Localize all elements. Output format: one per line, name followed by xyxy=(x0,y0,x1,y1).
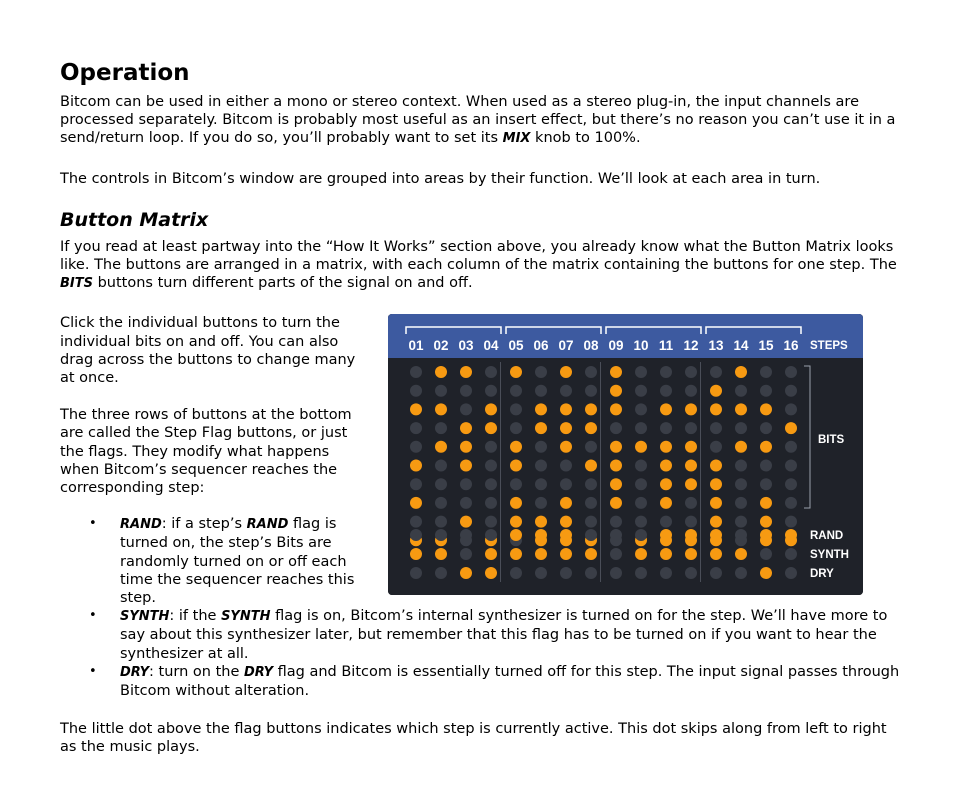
bits-row-9-led xyxy=(660,516,672,528)
bits-row-1-led xyxy=(635,366,647,378)
bits-row-2-led xyxy=(610,385,622,397)
bits-row-7-led xyxy=(685,479,697,491)
bits-row-5-led xyxy=(660,441,672,453)
bits-row-4-led xyxy=(760,423,772,435)
keyword-bits: BITS xyxy=(60,276,93,292)
paragraph-step-flags: The three rows of buttons at the bottom are called the Step Flag buttons, or just the flags. They modify what happens when Bitcom’s sequencer reaches the corresponding step: xyxy=(60,407,352,497)
bits-row-1-led xyxy=(685,366,697,378)
bits-row-6-led xyxy=(710,460,722,472)
bits-row-9-led xyxy=(485,516,497,528)
bits-row-6-led xyxy=(610,460,622,472)
bits-row-1-led xyxy=(610,366,622,378)
synth-row-led xyxy=(585,548,597,560)
matrix-section xyxy=(60,314,900,700)
list-item-synth: • SYNTH: if the SYNTH flag is on, Bitcom’s internal synthesizer is turned on for the step. We’ll have more to say about this synthesizer later, but remember that this flag has to be turned on if you want to hear the synthesizer at all. xyxy=(89,608,888,662)
bits-row-2-led xyxy=(460,385,472,397)
bits-row-8-led xyxy=(535,497,547,509)
bits-row-2-led xyxy=(410,385,422,397)
bits-row-6-led xyxy=(635,460,647,472)
bits-row-2-led xyxy=(660,385,672,397)
rand-row-led xyxy=(610,529,622,541)
document-page xyxy=(60,58,900,757)
bits-row-1-led xyxy=(460,366,472,378)
bits-row-8-led xyxy=(560,497,572,509)
bits-row-4-led xyxy=(710,423,722,435)
dry-row-led xyxy=(685,567,697,579)
rand-row-led xyxy=(760,529,772,541)
bits-row-6-led xyxy=(535,460,547,472)
bits-row-3-led xyxy=(585,404,597,416)
bits-row-9-led xyxy=(435,516,447,528)
bits-row-6-led xyxy=(510,460,522,472)
heading-operation: Operation xyxy=(60,60,190,86)
bits-row-6-led xyxy=(435,460,447,472)
dry-row-led xyxy=(635,567,647,579)
bits-row-5-led xyxy=(485,441,497,453)
bits-row-3-led xyxy=(710,404,722,416)
synth-row-led xyxy=(560,548,572,560)
bits-row-4-led xyxy=(460,423,472,435)
bits-row-9-led xyxy=(410,516,422,528)
step-number-08: 08 xyxy=(583,338,599,354)
paragraph-controls: The controls in Bitcom’s window are grouped into areas by their function. We’ll look at each area in turn. xyxy=(60,170,821,187)
bits-row-9-led xyxy=(585,516,597,528)
bits-row-4-led xyxy=(685,423,697,435)
bits-row-1-led xyxy=(535,366,547,378)
list-item-dry: • DRY: turn on the DRY flag and Bitcom is essentially turned off for this step. The input signal passes through Bitcom without alteration. xyxy=(89,663,900,700)
label-steps: STEPS xyxy=(810,340,848,353)
bits-row-9-led xyxy=(685,516,697,528)
rand-row-led xyxy=(660,529,672,541)
bits-row-1-led xyxy=(435,366,447,378)
bits-row-5-led xyxy=(410,441,422,453)
dry-row-led xyxy=(710,567,722,579)
bits-row-7-led xyxy=(635,479,647,491)
bits-row-9-led xyxy=(735,516,747,528)
bits-row-3-led xyxy=(610,404,622,416)
bits-row-3-led xyxy=(460,404,472,416)
bits-row-4-led xyxy=(785,423,797,435)
label-dry: DRY xyxy=(810,568,834,581)
bits-row-3-led xyxy=(535,404,547,416)
list-item-rand: • RAND: if a step’s RAND flag is turned on, the step’s Bits are randomly turned on or off each time the sequencer reaches this step. xyxy=(89,516,355,607)
bits-row-5-led xyxy=(785,441,797,453)
bits-row-2-led xyxy=(510,385,522,397)
rand-row-led xyxy=(560,529,572,541)
step-number-10: 10 xyxy=(633,338,649,354)
synth-row-led xyxy=(785,548,797,560)
bits-row-8-led xyxy=(510,497,522,509)
paragraph-click-buttons: Click the individual buttons to turn the individual bits on and off. You can also drag across the buttons to change many at once. xyxy=(60,315,356,387)
rand-row-led xyxy=(535,529,547,541)
bits-row-8-led xyxy=(735,497,747,509)
bits-row-4-led xyxy=(735,423,747,435)
bits-row-2-led xyxy=(435,385,447,397)
step-number-11: 11 xyxy=(658,338,674,354)
dry-row-led xyxy=(560,567,572,579)
bits-row-6-led xyxy=(460,460,472,472)
bits-row-3-led xyxy=(785,404,797,416)
bits-row-6-led xyxy=(560,460,572,472)
bits-row-5-led xyxy=(460,441,472,453)
bits-row-4-led xyxy=(585,423,597,435)
step-number-01: 01 xyxy=(408,338,424,354)
bits-row-5-led xyxy=(585,441,597,453)
bits-row-3-led xyxy=(635,404,647,416)
bits-row-7-led xyxy=(560,479,572,491)
button-matrix-image xyxy=(388,314,863,595)
rand-row-led xyxy=(435,529,447,541)
step-number-07: 07 xyxy=(558,338,574,354)
bits-row-5-led xyxy=(635,441,647,453)
bits-row-9-led xyxy=(610,516,622,528)
bits-row-1-led xyxy=(510,366,522,378)
bits-row-1-led xyxy=(710,366,722,378)
bits-row-3-led xyxy=(735,404,747,416)
dry-row-led xyxy=(410,567,422,579)
bits-row-4-led xyxy=(660,423,672,435)
bits-row-8-led xyxy=(410,497,422,509)
bits-row-4-led xyxy=(560,423,572,435)
bits-row-5-led xyxy=(435,441,447,453)
rand-row-led xyxy=(485,529,497,541)
synth-row-led xyxy=(760,548,772,560)
step-number-05: 05 xyxy=(508,338,524,354)
bits-row-4-led xyxy=(485,423,497,435)
synth-row-led xyxy=(635,548,647,560)
bits-row-2-led xyxy=(710,385,722,397)
bits-row-7-led xyxy=(510,479,522,491)
rand-row-led xyxy=(635,529,647,541)
bits-row-3-led xyxy=(485,404,497,416)
rand-row-led xyxy=(785,529,797,541)
bits-row-2-led xyxy=(635,385,647,397)
bits-row-5-led xyxy=(735,441,747,453)
bits-row-6-led xyxy=(660,460,672,472)
bits-row-1-led xyxy=(735,366,747,378)
step-number-13: 13 xyxy=(708,338,724,354)
bits-row-2-led xyxy=(585,385,597,397)
dry-row-led xyxy=(535,567,547,579)
bits-row-4-led xyxy=(410,423,422,435)
bits-row-7-led xyxy=(585,479,597,491)
bits-row-6-led xyxy=(485,460,497,472)
rand-row-led xyxy=(585,529,597,541)
bits-row-2-led xyxy=(735,385,747,397)
step-number-09: 09 xyxy=(608,338,624,354)
bits-row-5-led xyxy=(560,441,572,453)
step-number-04: 04 xyxy=(483,338,499,354)
bits-row-9-led xyxy=(460,516,472,528)
synth-row-led xyxy=(660,548,672,560)
dry-row-led xyxy=(660,567,672,579)
synth-row-led xyxy=(710,548,722,560)
bits-row-5-led xyxy=(760,441,772,453)
bits-row-9-led xyxy=(560,516,572,528)
synth-row-led xyxy=(460,548,472,560)
synth-row-led xyxy=(485,548,497,560)
bits-row-6-led xyxy=(585,460,597,472)
dry-row-led xyxy=(785,567,797,579)
synth-row-led xyxy=(685,548,697,560)
rand-row-led xyxy=(460,529,472,541)
bits-row-8-led xyxy=(685,497,697,509)
step-number-06: 06 xyxy=(533,338,549,354)
bits-row-9-led xyxy=(710,516,722,528)
bits-row-3-led xyxy=(660,404,672,416)
bits-row-3-led xyxy=(435,404,447,416)
bits-row-7-led xyxy=(785,479,797,491)
dry-row-led xyxy=(735,567,747,579)
bits-row-6-led xyxy=(410,460,422,472)
paragraph-active-dot: The little dot above the flag buttons indicates which step is currently active. This dot skips along from left to right as the music plays. xyxy=(60,721,887,756)
synth-row-led xyxy=(435,548,447,560)
step-number-02: 02 xyxy=(433,338,449,354)
bits-row-4-led xyxy=(435,423,447,435)
bits-row-4-led xyxy=(535,423,547,435)
bits-row-8-led xyxy=(710,497,722,509)
bits-row-5-led xyxy=(710,441,722,453)
bits-row-1-led xyxy=(560,366,572,378)
bits-row-2-led xyxy=(560,385,572,397)
bits-row-7-led xyxy=(760,479,772,491)
bits-row-7-led xyxy=(535,479,547,491)
bits-row-7-led xyxy=(660,479,672,491)
bits-row-1-led xyxy=(785,366,797,378)
bits-row-5-led xyxy=(510,441,522,453)
dry-row-led xyxy=(610,567,622,579)
bits-row-1-led xyxy=(660,366,672,378)
bits-row-4-led xyxy=(635,423,647,435)
bits-row-7-led xyxy=(610,479,622,491)
bits-row-8-led xyxy=(785,497,797,509)
bits-row-8-led xyxy=(585,497,597,509)
synth-row-led xyxy=(535,548,547,560)
paragraph-operation-intro: Bitcom can be used in either a mono or stereo context. When used as a stereo plug-in, the input channels are processed separately. Bitcom is probably most useful as an insert effect, but there’s no reason you can’t use it in a send/return loop. If you do so, you’ll probably want to set its MIX knob to 100%. xyxy=(60,94,896,147)
step-number-15: 15 xyxy=(758,338,774,354)
dry-row-led xyxy=(485,567,497,579)
rand-row-led xyxy=(735,529,747,541)
rand-row-led xyxy=(410,529,422,541)
dry-row-led xyxy=(585,567,597,579)
bits-row-7-led xyxy=(435,479,447,491)
rand-row-led xyxy=(510,529,522,541)
bits-row-7-led xyxy=(485,479,497,491)
bits-row-3-led xyxy=(410,404,422,416)
keyword-mix: MIX xyxy=(502,131,531,147)
bits-row-8-led xyxy=(435,497,447,509)
bits-row-5-led xyxy=(610,441,622,453)
label-rand: RAND xyxy=(810,530,844,543)
bits-row-4-led xyxy=(510,423,522,435)
paragraph-matrix-intro: If you read at least partway into the “How It Works” section above, you already know what the Button Matrix looks like. The buttons are arranged in a matrix, with each column of the matrix containing the buttons for one step. The BITS buttons turn different parts of the signal on and off. xyxy=(60,238,897,292)
bits-row-1-led xyxy=(410,366,422,378)
bits-row-5-led xyxy=(535,441,547,453)
bits-row-5-led xyxy=(685,441,697,453)
bits-row-3-led xyxy=(560,404,572,416)
dry-row-led xyxy=(760,567,772,579)
synth-row-led xyxy=(735,548,747,560)
bits-row-2-led xyxy=(485,385,497,397)
bits-row-9-led xyxy=(535,516,547,528)
rand-row-led xyxy=(710,529,722,541)
bits-row-4-led xyxy=(610,423,622,435)
dry-row-led xyxy=(435,567,447,579)
step-number-14: 14 xyxy=(733,338,749,354)
bits-row-8-led xyxy=(610,497,622,509)
bits-row-8-led xyxy=(760,497,772,509)
bits-row-2-led xyxy=(760,385,772,397)
bits-row-7-led xyxy=(710,479,722,491)
bits-row-3-led xyxy=(760,404,772,416)
bits-row-1-led xyxy=(760,366,772,378)
bits-row-6-led xyxy=(735,460,747,472)
bits-row-1-led xyxy=(585,366,597,378)
bits-row-7-led xyxy=(460,479,472,491)
bits-row-6-led xyxy=(785,460,797,472)
label-synth: SYNTH xyxy=(810,549,849,562)
bits-row-8-led xyxy=(460,497,472,509)
synth-row-led xyxy=(410,548,422,560)
heading-button-matrix: Button Matrix xyxy=(60,208,209,231)
bits-row-7-led xyxy=(735,479,747,491)
step-number-03: 03 xyxy=(458,338,474,354)
synth-row-led xyxy=(610,548,622,560)
bits-row-3-led xyxy=(685,404,697,416)
bits-row-6-led xyxy=(685,460,697,472)
step-number-16: 16 xyxy=(783,338,799,354)
bits-row-2-led xyxy=(535,385,547,397)
dry-row-led xyxy=(460,567,472,579)
bits-row-2-led xyxy=(685,385,697,397)
bits-row-8-led xyxy=(485,497,497,509)
synth-row-led xyxy=(510,548,522,560)
dry-row-led xyxy=(510,567,522,579)
bits-row-9-led xyxy=(510,516,522,528)
bits-row-6-led xyxy=(760,460,772,472)
bits-row-9-led xyxy=(635,516,647,528)
bits-row-8-led xyxy=(660,497,672,509)
bits-row-2-led xyxy=(785,385,797,397)
label-bits: BITS xyxy=(818,434,845,447)
bits-row-7-led xyxy=(410,479,422,491)
bits-row-9-led xyxy=(760,516,772,528)
rand-row-led xyxy=(685,529,697,541)
bits-row-1-led xyxy=(485,366,497,378)
bits-row-3-led xyxy=(510,404,522,416)
bits-row-8-led xyxy=(635,497,647,509)
step-number-12: 12 xyxy=(683,338,699,354)
bits-row-9-led xyxy=(785,516,797,528)
button-matrix-svg xyxy=(388,314,863,595)
